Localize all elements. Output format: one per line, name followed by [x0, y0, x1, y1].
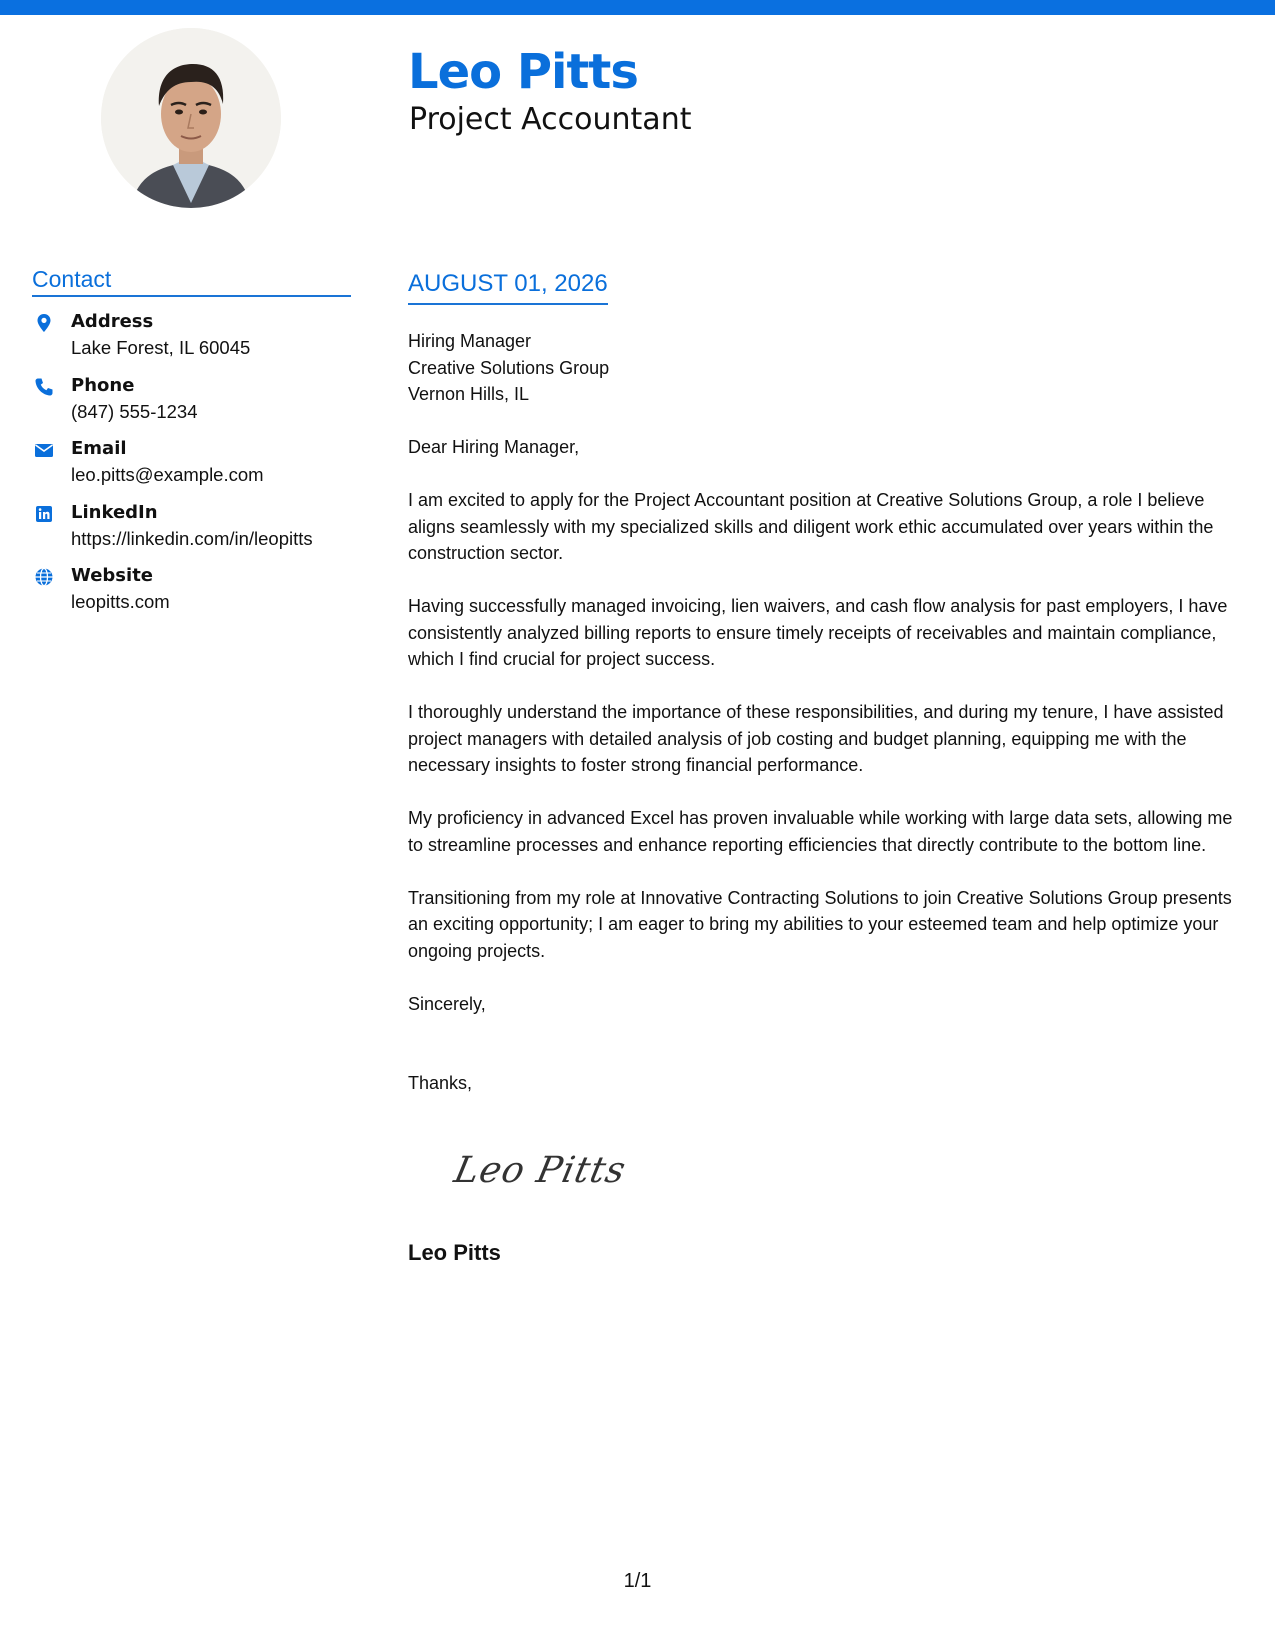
applicant-name: Leo Pitts [408, 44, 638, 100]
recipient-line: Creative Solutions Group [408, 357, 610, 378]
map-pin-icon [34, 313, 54, 333]
contact-label: Phone [71, 374, 135, 396]
contact-item-address [32, 311, 362, 375]
website-value[interactable]: leopitts.com [71, 591, 170, 612]
contact-label: Email [71, 438, 127, 459]
contact-list [32, 311, 362, 629]
contact-label: Website [71, 565, 154, 586]
linkedin-icon [34, 504, 54, 524]
page-number: 1/1 [623, 1570, 652, 1592]
recipient-line: Vernon Hills, IL [408, 384, 530, 404]
top-accent-bar [0, 0, 1275, 15]
contact-label: Address [71, 311, 154, 332]
recipient-block [408, 328, 1248, 408]
globe-icon [34, 567, 54, 587]
phone-icon [34, 377, 54, 397]
email-value[interactable]: leo.pitts@example.com [71, 464, 264, 485]
salutation: Dear Hiring Manager, [408, 437, 580, 457]
linkedin-value[interactable]: https://linkedin.com/in/leopitts [71, 527, 313, 549]
email-icon [34, 440, 54, 460]
letter-body [408, 328, 1248, 1097]
body-paragraph: Having successfully managed invoicing, lien waivers, and cash flow analysis for past employers, I have consistently analyzed billing reports to ensure timely receipts of receivables and maintain compliance, which I find crucial for project success. [408, 596, 1228, 669]
contact-item-linkedin [32, 502, 362, 566]
contact-heading: Contact [32, 266, 351, 297]
body-paragraph: Transitioning from my role at Innovative Contracting Solutions to join Creative Solutions Group presents an exciting opportunity; I am eager to bring my abilities to your esteemed team and help optimize your ongoing projects. [408, 887, 1232, 961]
contact-item-email [32, 438, 362, 502]
signer-name: Leo Pitts [408, 1240, 501, 1265]
body-paragraph: I am excited to apply for the Project Accountant position at Creative Solutions Group, a role I believe aligns seamlessly with my specialized skills and diligent work ethic accumulated over years within the construction sector. [408, 490, 1214, 563]
address-value: Lake Forest, IL 60045 [71, 337, 251, 358]
contact-item-phone [32, 375, 362, 439]
closing: Sincerely, [408, 993, 486, 1014]
thanks-line: Thanks, [408, 1073, 473, 1093]
letter-date: AUGUST 01, 2026 [408, 270, 608, 305]
job-title: Project Accountant [409, 102, 692, 137]
contact-item-website [32, 565, 362, 629]
contact-label: LinkedIn [71, 501, 158, 523]
profile-photo [101, 28, 281, 208]
recipient-line: Hiring Manager [408, 331, 532, 351]
phone-value: (847) 555-1234 [71, 400, 198, 422]
handwritten-signature: Leo Pitts [450, 1150, 630, 1191]
body-paragraph: My proficiency in advanced Excel has proven invaluable while working with large data sets, allowing me to streamline processes and enhance reporting efficiencies that directly contribute to the bottom line. [408, 808, 1233, 855]
body-paragraph: I thoroughly understand the importance of these responsibilities, and during my tenure, I have assisted project managers with detailed analysis of job costing and budget planning, equipping me with the necessary insights to foster strong financial performance. [408, 702, 1224, 775]
